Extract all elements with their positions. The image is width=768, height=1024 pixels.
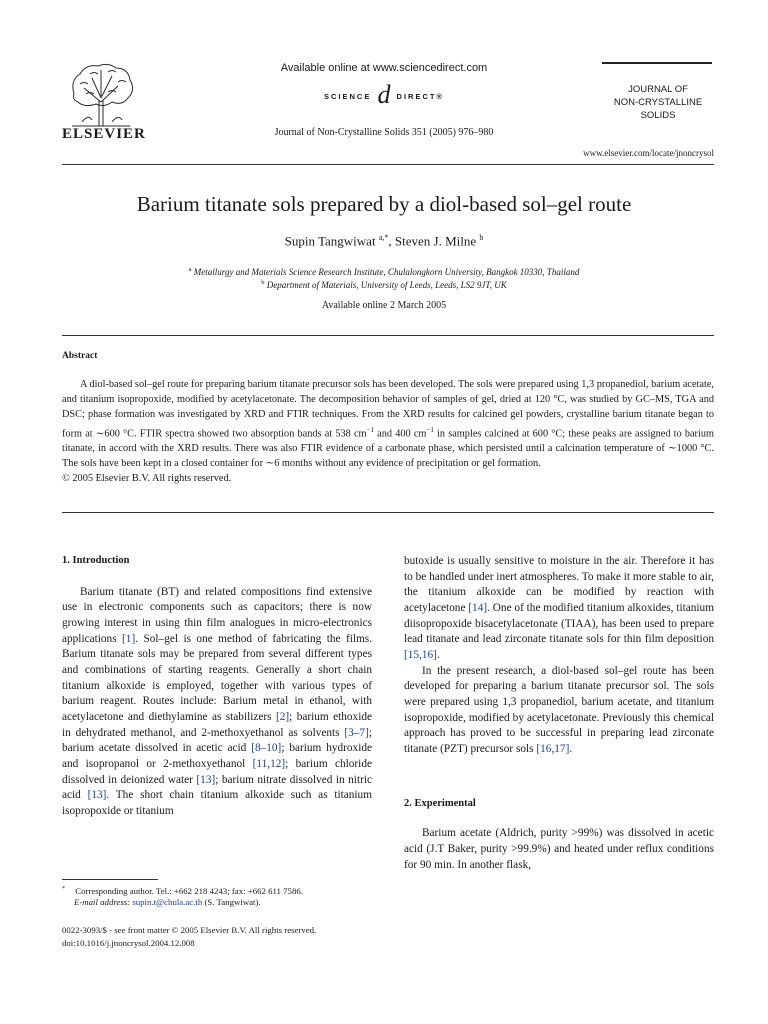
author-1-marks: a,* (378, 233, 389, 242)
email-tail: (S. Tangwiwat). (204, 897, 261, 907)
abstract-text-1: A diol-based sol–gel route for preparing barium titanate precursor sols has been developed. The sols were prepared using 1,3 propanediol, barium acetate, and titanium isopropoxide, modified by acetylacetonate. The decomposition behavior of samples of gel, dried at 120 °C, was studied by GC–MS, TGA and DSC; phase formation was investigated by XRD and FTIR techniques. From the XRD results for calcined gel powders, crystalline barium titanate began to form at ∼600 °C. FTIR spectra showed two absorption bands at 538 cm (62, 379, 714, 440)
citation-link[interactable]: [8–10] (251, 742, 282, 755)
abstract-bottom-divider (62, 512, 714, 513)
issn-line: 0022-3093/$ - see front matter © 2005 Elsevier B.V. All rights reserved. (62, 925, 317, 935)
affiliation-b-text: Department of Materials, University of Leeds, Leeds, LS2 9JT, UK (266, 280, 507, 290)
intro-text: In the present research, a diol-based sol–gel route has been developed for preparing a barium titanate precursor sol. The sols were prepared using 1,3 propanediol, barium acetate, and titanium isopropoxide, modified by acetylacetonate. Previously this chemical approach has proved to be successful in preparing lead zirconate titanate (PZT) precursor sols (404, 664, 714, 755)
abstract-text-2: and 400 cm (373, 428, 427, 440)
intro-text: . (569, 742, 573, 755)
right-column (404, 554, 714, 873)
journal-title-line2: NON-CRYSTALLINE SOLIDS (613, 97, 703, 121)
article-title: Barium titanate sols prepared by a diol-based sol–gel route (136, 192, 632, 216)
intro-text: ; barium acetate dissolved in acetic acid (62, 726, 372, 755)
intro-text: Barium titanate (BT) and related compositions find extensive use in electronic components such as capacitors; there is now growing interest in using thin film analogues in micro-electronics applications (62, 585, 372, 645)
available-online-date: Available online 2 March 2005 (321, 300, 447, 311)
citation-link[interactable]: [1] (122, 632, 136, 645)
sciencedirect-left: SCIENCE (324, 91, 372, 101)
email-label: E-mail address: (74, 897, 131, 907)
email-link[interactable]: supin.t@chula.ac.th (132, 897, 203, 907)
abstract-text-3: in samples calcined at 600 °C; these peaks are assigned to barium titanate, in accord with the XRD results. There was also FTIR evidence of a carbonate phase, which persisted until a calcination temperature of ∼1000 °C. The sols have been kept in a closed container for ∼6 months without any evidence of precipitation or gel formation. (62, 428, 714, 469)
intro-text: ; barium ethoxide in dehydrated methanol, and 2-methoxyethanol as solvents (62, 710, 372, 739)
author-2-marks: b (479, 233, 484, 242)
footnote-divider (62, 879, 158, 880)
intro-text: . Sol–gel is one method of fabricating the films. Barium titanate sols may be prepared from several different types and combinations of starting reagents. Generally a short chain titanium alkoxide is employed, together with various types of barium reagent. Routes include: Barium metal in ethanol, with acetylacetone and diethylamine as stabilizers (62, 632, 372, 723)
citation-link[interactable]: [13] (196, 773, 216, 786)
experimental-heading: 2. Experimental (404, 797, 476, 809)
present-research-paragraph (404, 664, 714, 758)
introduction-section (62, 553, 372, 820)
journal-title (602, 83, 714, 122)
abstract-top-divider (62, 335, 714, 336)
intro-continued-paragraph (404, 554, 714, 664)
author-list (0, 233, 768, 249)
intro-text: ; barium chloride dissolved in deionized water (62, 757, 372, 786)
intro-text: butoxide is usually sensitive to moisture in the air. Therefore it has to be handled under inert atmospheres. To make it more stable to air, the titanium alkoxide can be modified by reaction with acetylacetone (404, 555, 714, 614)
intro-text: ; barium nitrate dissolved in nitric acid (62, 773, 372, 802)
sciencedirect-right: DIRECT® (396, 91, 444, 101)
doi-line: doi:10.1016/j.jnoncrysol.2004.12.008 (62, 938, 195, 948)
journal-reference: Journal of Non-Crystalline Solids 351 (2005) 976–980 (274, 127, 494, 138)
citation-link[interactable]: [14] (468, 601, 488, 614)
abstract-sup-2: −1 (426, 425, 434, 434)
citation-link[interactable]: [11,12] (252, 757, 286, 770)
citation-link[interactable]: [16,17] (536, 742, 570, 755)
available-online-banner: Available online at www.sciencedirect.com (280, 62, 488, 74)
footnote-mark: * (62, 886, 65, 892)
intro-text: . The short chain titanium alkoxide such as titanium isopropoxide or titanium (62, 789, 372, 817)
abstract-heading: Abstract (62, 351, 98, 361)
affiliation-a-mark: a (188, 266, 192, 273)
publisher-name: ELSEVIER (62, 126, 146, 142)
email-note (62, 896, 394, 909)
introduction-paragraph (62, 585, 372, 820)
affiliation-a-text: Metallurgy and Materials Science Research Institute, Chulalongkorn University, Bangkok 10330, Thailand (193, 267, 580, 277)
journal-title-rule (602, 62, 712, 64)
author-separator: , (388, 233, 395, 249)
experimental-paragraph: Barium acetate (Aldrich, purity >99%) was dissolved in acetic acid (J.T Baker, purity >99.9%) and heated under reflux conditions for 90 min. In another flask, (404, 827, 714, 871)
footnote-contact: Corresponding author. Tel.: +662 218 4243; fax: +662 611 7586. (75, 885, 303, 896)
abstract-body (62, 378, 714, 487)
citation-link[interactable]: [13] (87, 789, 107, 802)
intro-text: . (436, 648, 440, 661)
intro-text: . One of the modified titanium alkoxides, titanium diisopropoxide bisacetylacetonate (TIAA), has been used to prepare lead titanate and lead zirconate titanate sols for thin film deposition (404, 601, 714, 646)
citation-link[interactable]: [2] (275, 710, 290, 723)
sciencedirect-at-icon: d (377, 80, 391, 109)
intro-text: ; barium hydroxide and isopropanol or 2-methoxyethanol (62, 742, 372, 770)
abstract-sup-1: −1 (366, 425, 374, 434)
author-2: Steven J. Milne (394, 233, 477, 249)
journal-title-line1: JOURNAL OF (628, 84, 688, 95)
affiliation-b-mark: b (261, 279, 265, 286)
header-divider (62, 164, 714, 165)
author-1: Supin Tangwiwat (284, 233, 376, 249)
affiliation-a (0, 266, 768, 277)
journal-url-link[interactable]: www.elsevier.com/locate/jnoncrysol (583, 148, 714, 158)
introduction-heading: 1. Introduction (62, 555, 130, 566)
affiliation-b (0, 279, 768, 290)
citation-link[interactable]: [15,16] (404, 648, 437, 661)
abstract-copyright: © 2005 Elsevier B.V. All rights reserved. (62, 472, 232, 484)
citation-link[interactable]: [3–7] (344, 726, 369, 739)
